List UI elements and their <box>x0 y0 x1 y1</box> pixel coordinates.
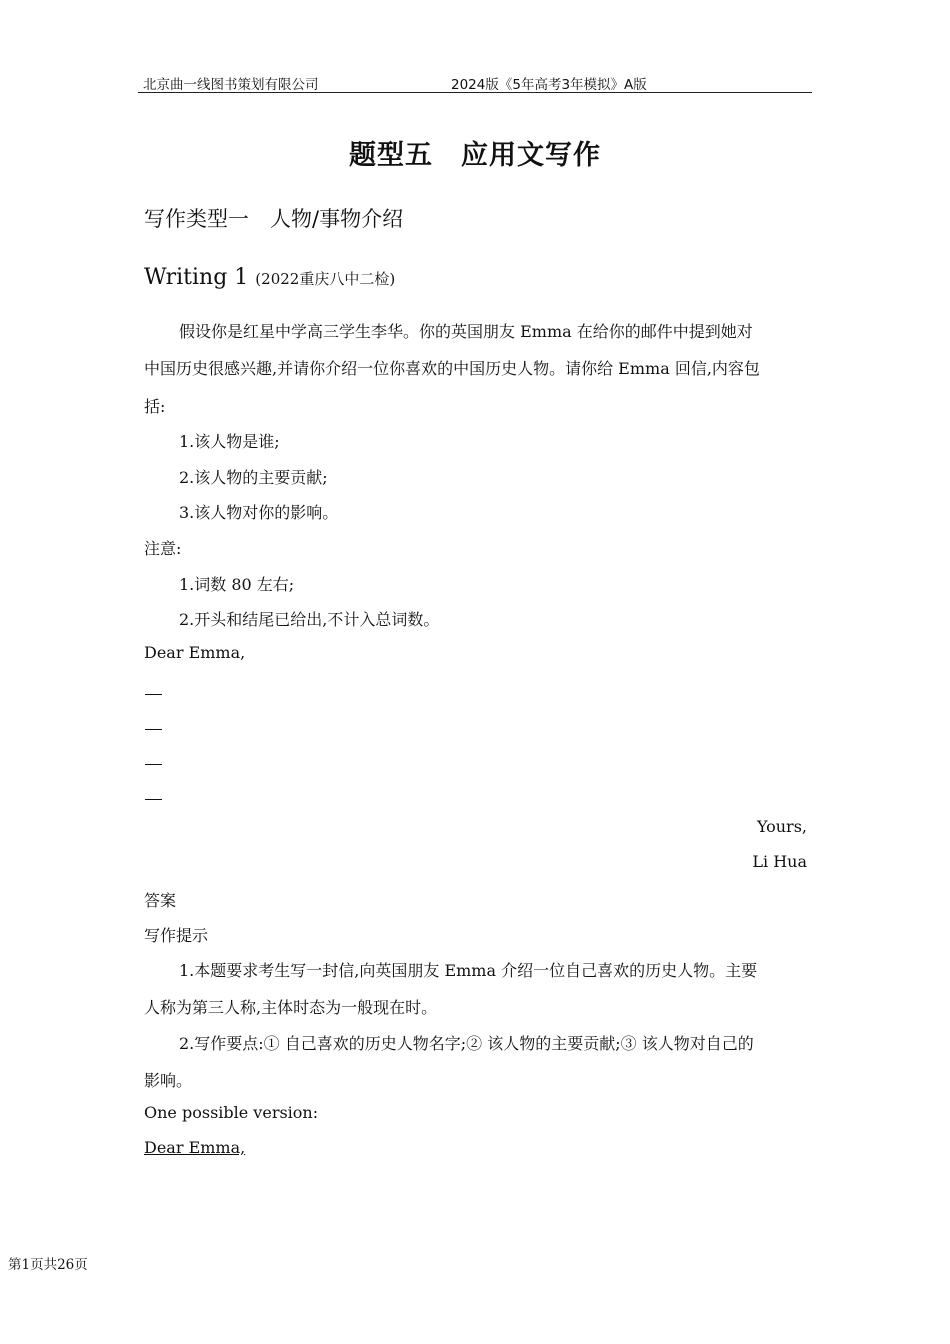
prompt-item-3: 3.该人物对你的影响。 <box>179 503 339 522</box>
answer-blank-line <box>145 729 162 730</box>
answer-blank-line <box>145 799 162 800</box>
header-edition: 2024版《5年高考3年模拟》A版 <box>451 77 647 93</box>
tip-2-line-2: 影响。 <box>144 1071 193 1090</box>
answer-blank-line <box>145 694 162 695</box>
prompt-item-2: 2.该人物的主要贡献; <box>179 468 328 487</box>
prompt-item-1: 1.该人物是谁; <box>179 432 280 451</box>
section-subtitle: 写作类型一 人物/事物介绍 <box>144 207 404 231</box>
letter-greeting: Dear Emma, <box>144 643 246 662</box>
writing-source: (2022重庆八中二检) <box>255 270 396 288</box>
page-header <box>138 70 812 93</box>
tips-label: 写作提示 <box>144 926 209 945</box>
prompt-line-3: 括: <box>144 397 166 416</box>
writing-heading <box>144 265 395 290</box>
header-publisher: 北京曲一线图书策划有限公司 <box>143 77 319 93</box>
version-label: One possible version: <box>144 1103 319 1122</box>
page-footer: 第1页共26页 <box>8 1257 88 1273</box>
version-greeting: Dear Emma, <box>144 1138 246 1157</box>
answer-blank-line <box>145 764 162 765</box>
prompt-line-2: 中国历史很感兴趣,并请你介绍一位你喜欢的中国历史人物。请你给 Emma 回信,内容包 <box>144 359 760 378</box>
prompt-line-1: 假设你是红星中学高三学生李华。你的英国朋友 Emma 在给你的邮件中提到她对 <box>179 322 753 341</box>
letter-signature: Li Hua <box>752 852 807 871</box>
notes-label: 注意: <box>144 539 182 558</box>
answer-label: 答案 <box>144 891 177 910</box>
tip-1-line-1: 1.本题要求考生写一封信,向英国朋友 Emma 介绍一位自己喜欢的历史人物。主要 <box>179 961 758 980</box>
tip-2-line-1: 2.写作要点:① 自己喜欢的历史人物名字;② 该人物的主要贡献;③ 该人物对自己的 <box>179 1034 754 1053</box>
tip-1-line-2: 人称为第三人称,主体时态为一般现在时。 <box>144 998 438 1017</box>
note-2: 2.开头和结尾已给出,不计入总词数。 <box>179 610 440 629</box>
writing-label: Writing 1 <box>144 265 249 290</box>
page-title: 题型五 应用文写作 <box>349 140 601 171</box>
note-1: 1.词数 80 左右; <box>179 575 295 594</box>
letter-closing: Yours, <box>756 817 807 836</box>
